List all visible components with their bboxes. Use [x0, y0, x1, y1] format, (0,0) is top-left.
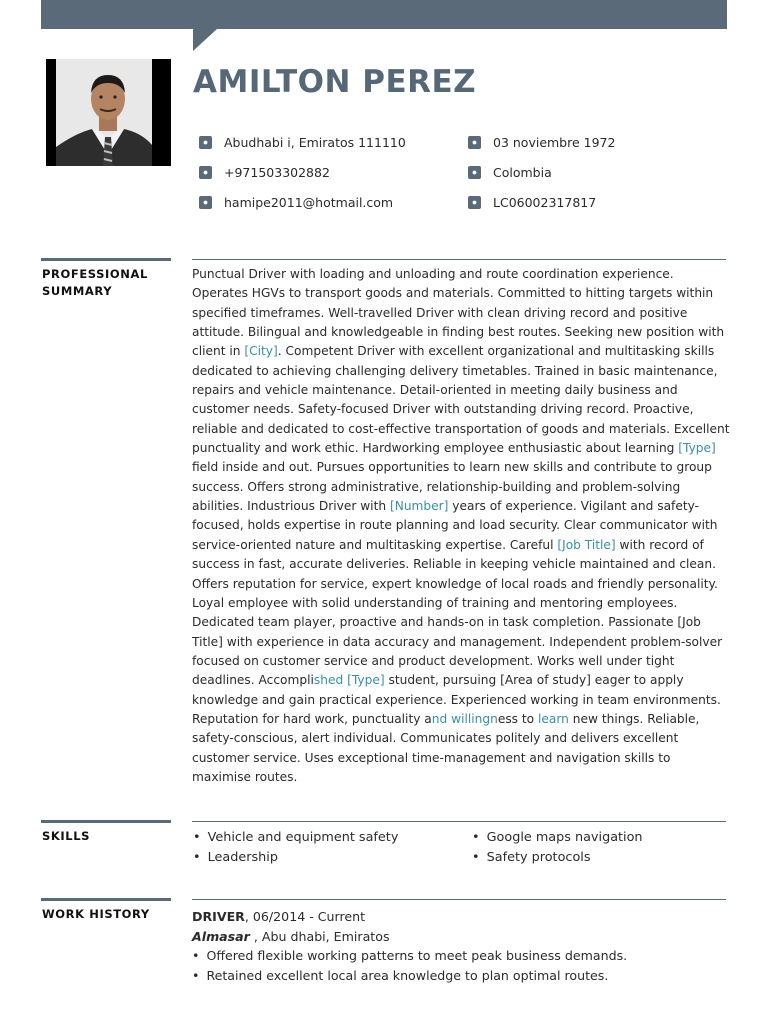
skills-rule-thick	[41, 820, 171, 823]
summary-segment: . Competent Driver with excellent organizational and multitasking skills dedicated to achieving challenging delivery timetables. Trained in basic maintenance, repairs and vehicle maintenance. Detail-oriented in meeting daily business and customer needs. Safety-focused Driver with outstanding driving record. Proactive, reliable and dedicated to cost-effective transportation of goods and materials. Excellent punctuality and work ethic. Hardworking employee enthusiastic about learning	[192, 344, 730, 456]
summary-placeholder: [Type]	[678, 441, 716, 456]
skills-list-left	[193, 828, 398, 867]
job-title-line	[192, 907, 732, 927]
summary-rule	[192, 259, 726, 260]
envelope-icon	[199, 196, 212, 209]
summary-rule-thick	[41, 258, 171, 261]
summary-segment: new things. Reliable, safety-conscious, alert individual. Communicates politely and delivers excellent customer service. Uses exceptional time-management and navigation skills to maximise routes.	[192, 711, 700, 784]
summary-placeholder: shed [Type]	[313, 673, 385, 688]
summary-segment: Punctual Driver with loading and unloading and route coordination experience. Operates HGVs to transport goods and materials. Committed to hitting targets within specified timeframes. Well-travelled Driver with clean driving record and positive attitude. Bilingual and knowledgeable in finding best routes. Seeking new position with client in	[192, 267, 725, 359]
phone-text: +971503302882	[224, 165, 330, 180]
summary-placeholder: [Number]	[389, 499, 449, 514]
skill-item: • Safety protocols	[472, 848, 643, 868]
summary-heading: PROFESSIONAL SUMMARY	[42, 267, 148, 298]
calendar-icon	[468, 136, 481, 149]
summary-segment: student, pursuing [Area of study] eager to apply knowledge and gain practical experience. Experienced working in team environments. Reputation for hard work, punctuality a	[192, 673, 721, 726]
contact-nationality	[468, 165, 552, 180]
contact-license	[468, 195, 596, 210]
skill-item: • Google maps navigation	[472, 828, 643, 848]
skill-item: • Leadership	[193, 848, 398, 868]
summary-segment: with record of success in fast, accurate deliveries. Reliable in keeping vehicle maintained and clean. Offers reputation for service, expert knowledge of local roads and friendly personality. Loyal employee with solid understanding of training and mentoring employees. Dedicated team player, proactive and hands-on in task completion. Passionate [Job Title] with experience in data accuracy and management. Independent problem-solver focused on customer service and product development. Works well under tight deadlines. Accompli	[192, 537, 723, 688]
portrait-image	[46, 59, 171, 166]
birthdate-text: 03 noviembre 1972	[493, 135, 616, 150]
job-duty-item: • Retained excellent local area knowledge to plan optimal routes.	[192, 966, 732, 986]
summary-placeholder: [City]	[244, 344, 278, 359]
contact-phone	[199, 165, 330, 180]
skills-heading: SKILLS	[42, 829, 91, 843]
contact-address	[199, 135, 406, 150]
job-entry	[192, 907, 732, 985]
car-icon	[468, 196, 481, 209]
summary-placeholder: [Job Title]	[557, 537, 616, 552]
summary-placeholder: nd willingn	[431, 711, 498, 726]
candidate-name: AMILTON PEREZ	[193, 64, 477, 100]
work-history-heading: WORK HISTORY	[42, 907, 150, 921]
phone-icon	[199, 166, 212, 179]
job-duty-item: • Offered flexible working patterns to meet peak business demands.	[192, 946, 732, 966]
job-location: , Abu dhabi, Emiratos	[249, 928, 390, 944]
nationality-text: Colombia	[493, 165, 552, 180]
work-rule-thick	[41, 898, 171, 901]
work-rule	[192, 899, 726, 900]
summary-placeholder: learn	[538, 711, 569, 726]
globe-icon	[468, 166, 481, 179]
email-text: hamipe2011@hotmail.com	[224, 195, 394, 210]
header-band	[41, 0, 727, 29]
summary-segment: ess to	[497, 711, 539, 726]
header-notch	[193, 29, 217, 51]
summary-segment: years of experience. Vigilant and safety-focused, holds expertise in route planning and load security. Clear communicator with service-oriented nature and multitasking expertise. Careful	[192, 499, 718, 552]
contact-birthdate	[468, 135, 615, 150]
job-duties	[192, 946, 732, 985]
job-dates: , 06/2014 - Current	[244, 909, 366, 924]
job-title: DRIVER	[192, 909, 245, 924]
profile-photo	[46, 59, 171, 166]
job-company: Almasar	[192, 928, 250, 944]
location-pin-icon	[199, 136, 212, 149]
contact-email	[199, 195, 393, 210]
summary-segment: field inside and out. Pursues opportunities to learn new skills and contribute to group success. Offers strong administrative, relationship-building and problem-solving abilities. Industrious Driver with	[192, 460, 712, 514]
license-text: LC06002317817	[493, 195, 597, 210]
skills-list-right	[472, 828, 643, 867]
job-company-line	[192, 927, 732, 947]
skill-item: • Vehicle and equipment safety	[193, 828, 398, 848]
address-text: Abudhabi i, Emiratos 111110	[224, 135, 406, 150]
professional-summary-text	[192, 265, 732, 787]
skills-rule	[192, 821, 726, 822]
